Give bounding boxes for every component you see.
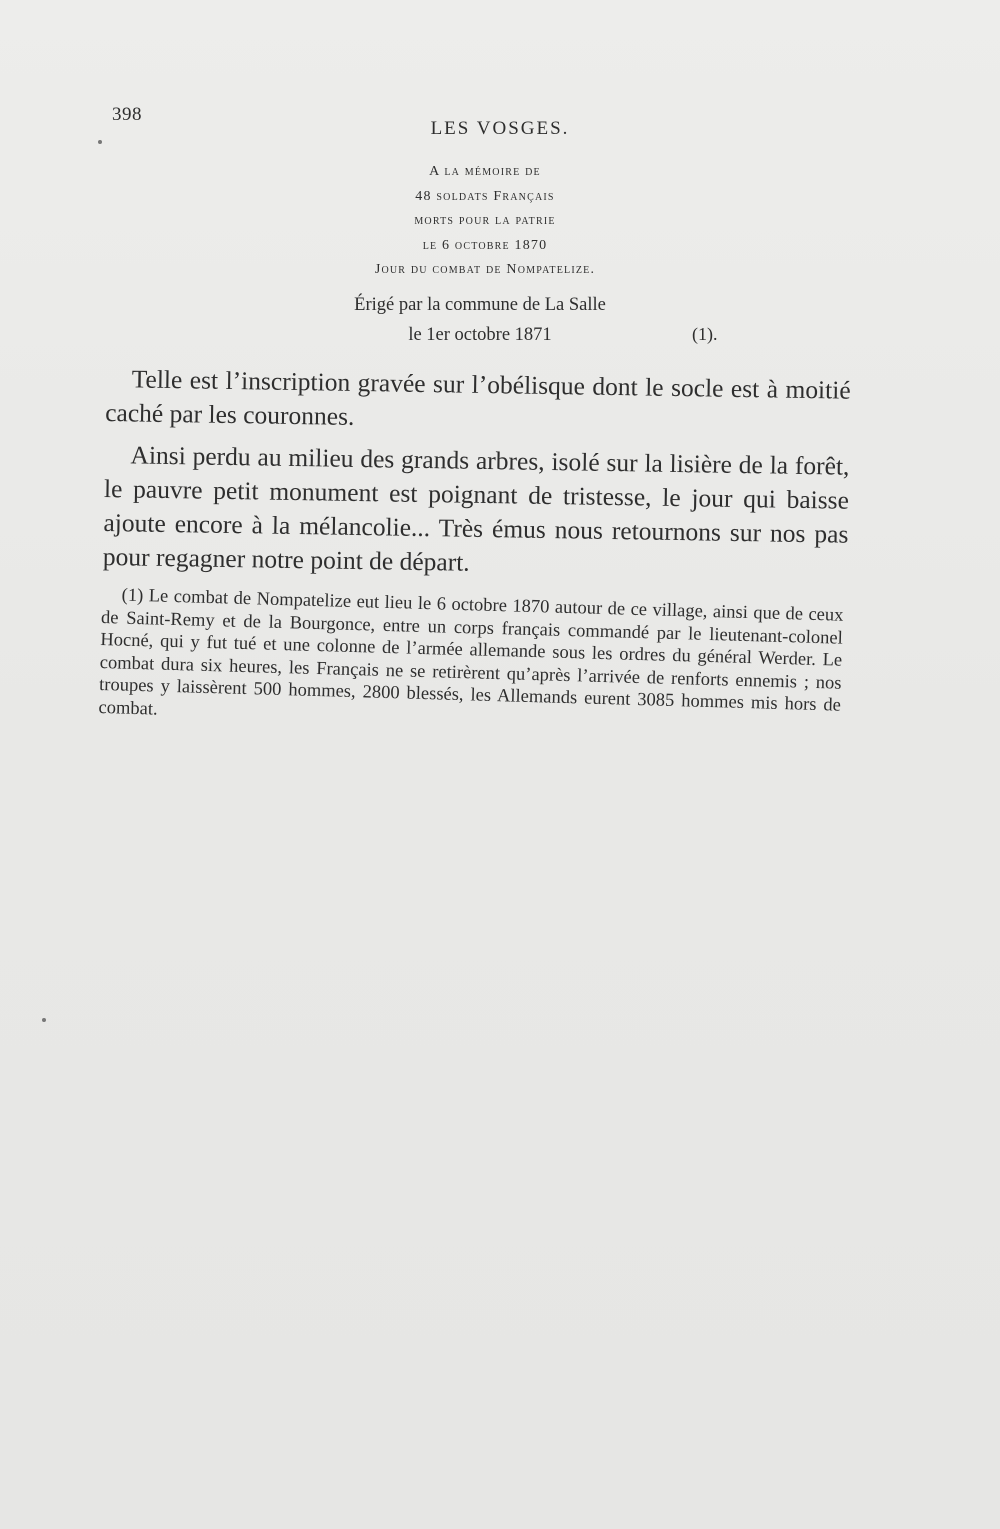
erection-date: le 1er octobre 1871 [408, 325, 552, 345]
inscription-line: morts pour la patrie [414, 213, 556, 228]
paragraph: Telle est l’inscription gravée sur l’obélisque dont le socle est à moitié caché par les couronnes. [104, 364, 851, 431]
inscription-line: Jour du combat de Nompatelize. [374, 262, 596, 277]
erection-notice [0, 290, 960, 350]
running-title: LES VOSGES. [430, 118, 570, 139]
footnote [98, 584, 843, 740]
paper-speck [42, 1018, 46, 1022]
inscription-line: A la mémoire de [429, 164, 541, 179]
erection-line: Érigé par la commune de La Salle [354, 295, 606, 315]
inscription-line: le 6 octobre 1870 [422, 237, 548, 253]
footnote-text: (1) Le combat de Nompatelize eut lieu le 6 octobre 1870 autour de ce village, ainsi que de ceux de Saint-Remy et de la Bourgonce, entre un corps français commandé par le lieutenant-colonel Hocné, qui y fut tué et une colonne de l’armée allemande sous les ordres du général Werder. Le combat dura six heures, les Français ne se retirèrent qu’après l’arrivée de renforts ennemis ; nos troupes y laissèrent 500 hommes, 2800 blessés, les Allemands eurent 3085 hommes mis hors de combat. [98, 585, 844, 720]
footnote-reference: (1). [692, 324, 718, 344]
monument-inscription [0, 160, 970, 283]
inscription-line: 48 soldats Français [415, 188, 555, 204]
page-number: 398 [112, 104, 142, 125]
paragraph: Ainsi perdu au milieu des grands arbres, isolé sur la lisière de la forêt, le pauvre petit monument est poignant de tristesse, le jour qui baisse ajoute encore à la mélancolie... Très émus nous retournons sur nos pas pour regagner notre point de départ. [102, 440, 850, 577]
body-text [103, 362, 851, 594]
paper-speck [98, 140, 102, 144]
